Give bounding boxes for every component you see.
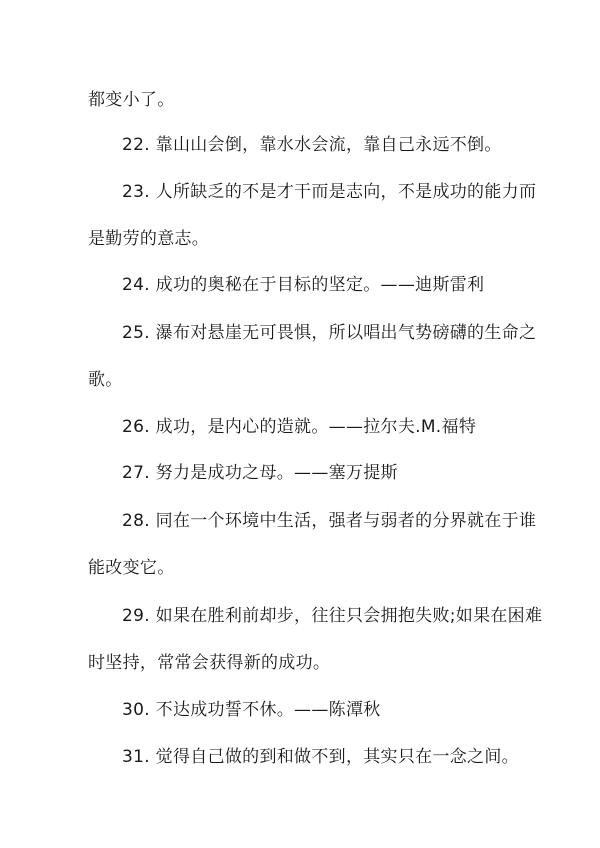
quote-30: 30. 不达成功誓不休。——陈潭秋 [122, 700, 381, 720]
quote-25-continuation: 歌。 [88, 370, 123, 390]
quote-23-continuation: 是勤劳的意志。 [88, 229, 210, 249]
quote-28: 28. 同在一个环境中生活，强者与弱者的分界就在于谁 [122, 511, 537, 531]
quote-26: 26. 成功，是内心的造就。——拉尔夫.M.福特 [122, 417, 477, 437]
text-line-continuation: 都变小了。 [88, 90, 175, 110]
quote-31: 31. 觉得自己做的到和做不到，其实只在一念之间。 [122, 747, 519, 767]
quote-24: 24. 成功的奥秘在于目标的坚定。——迪斯雷利 [122, 275, 485, 295]
quote-29-continuation: 时坚持，常常会获得新的成功。 [88, 653, 331, 673]
quote-23: 23. 人所缺乏的不是才干而是志向，不是成功的能力而 [122, 182, 537, 202]
quote-29: 29. 如果在胜利前却步，往往只会拥抱失败;如果在困难 [122, 606, 543, 626]
quote-25: 25. 瀑布对悬崖无可畏惧，所以唱出气势磅礴的生命之 [122, 323, 537, 343]
quote-27: 27. 努力是成功之母。——塞万提斯 [122, 463, 398, 483]
quote-22: 22. 靠山山会倒，靠水水会流，靠自己永远不倒。 [122, 135, 502, 155]
quote-28-continuation: 能改变它。 [88, 558, 175, 578]
